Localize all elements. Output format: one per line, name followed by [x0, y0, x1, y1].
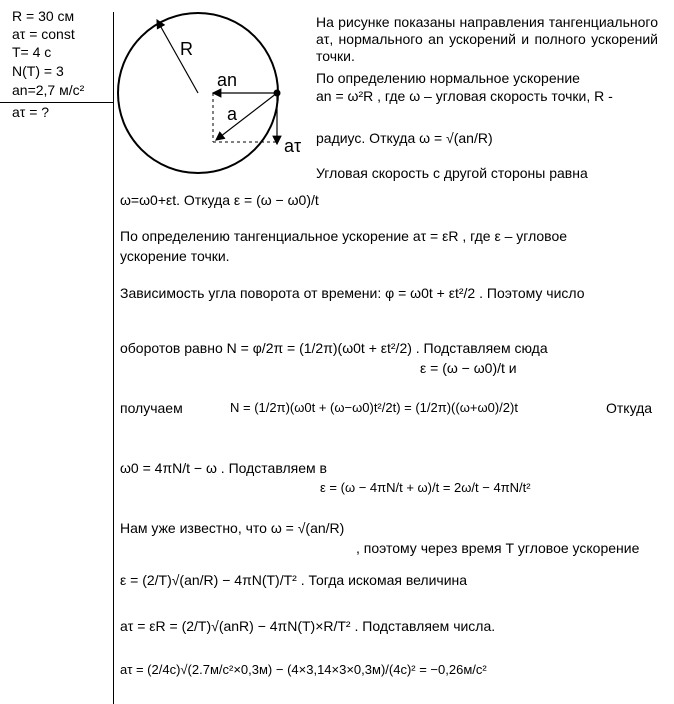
- paragraph-14: [120, 618, 495, 634]
- p9-text-b: . Подставляем сюда: [415, 340, 548, 356]
- p10-formula: N = (1/2π)(ω0t + (ω−ω0)t²/2t) = (1/2π)((ω+ω0)/2)t: [230, 400, 518, 415]
- paragraph-4: Угловая скорость с другой стороны равна: [316, 165, 588, 181]
- p6-formula: aτ = εR: [412, 228, 459, 244]
- p9-formula: N = φ/2π = (1/2π)(ω0t + εt²/2): [226, 340, 412, 356]
- p11-formula2: ε = (ω − 4πN/t + ω)/t = 2ω/t − 4πN/t²: [320, 480, 531, 495]
- paragraph-15: [120, 662, 487, 677]
- p9-formula2: ε = (ω − ω0)/t: [420, 360, 505, 376]
- p9-text: оборотов равно: [120, 340, 223, 356]
- p3-formula: ω = √(an/R): [419, 130, 493, 146]
- paragraph-11-formula2: [320, 480, 531, 495]
- p13-text: . Тогда искомая величина: [300, 572, 468, 588]
- given-N: N(T) = 3: [12, 63, 64, 79]
- p6-text-b: , где ε – угловое: [462, 228, 568, 244]
- normal-accel-label: an: [217, 70, 238, 90]
- given-R: R = 30 см: [12, 8, 75, 24]
- p14-formula: aτ = εR = (2/T)√(anR) − 4πN(T)×R/T²: [120, 618, 351, 634]
- paragraph-3: [316, 130, 493, 146]
- paragraph-5: [120, 192, 319, 208]
- paragraph-13: [120, 572, 467, 588]
- p5-text: ω=ω0+εt. Откуда: [120, 192, 230, 208]
- p12-text: Нам уже известно, что: [120, 520, 267, 536]
- circle-diagram: [114, 0, 314, 185]
- paragraph-10-formula: [230, 400, 518, 415]
- given-find: aτ = ?: [12, 104, 50, 120]
- p5-formula: ε = (ω − ω0)/t: [233, 192, 319, 208]
- paragraph-12: [120, 520, 344, 536]
- p11-formula: ω0 = 4πN/t − ω: [120, 460, 217, 476]
- p9-text-c: и: [508, 360, 517, 376]
- paragraph-2b: [316, 88, 613, 104]
- radius-label: R: [180, 39, 193, 59]
- given-an: an=2,7 м/с²: [12, 82, 85, 98]
- paragraph-2: [316, 70, 580, 86]
- paragraph-10: [120, 400, 183, 416]
- paragraph-9c: [420, 360, 517, 376]
- p6-text: По определению тангенциальное ускорение: [120, 228, 409, 244]
- paragraph-1: На рисунке показаны направления тангенциального aτ, нормального an ускорений и полного ускорений точки.: [316, 14, 658, 64]
- given-divider-horizontal: [0, 102, 113, 103]
- p8-formula: φ = ω0t + εt²/2: [385, 285, 476, 301]
- total-accel-label: a: [227, 104, 238, 124]
- p13-formula: ε = (2/T)√(an/R) − 4πN(T)/T²: [120, 572, 297, 588]
- paragraph-11: [120, 460, 327, 476]
- given-at-const: aτ = const: [12, 26, 75, 42]
- tangential-accel-label: aτ: [284, 136, 302, 156]
- p2-text: По определению нормальное ускорение: [316, 70, 580, 86]
- p12-formula: ω = √(an/R): [270, 520, 345, 536]
- given-T: T= 4 с: [12, 44, 52, 60]
- paragraph-9: [120, 340, 548, 356]
- p11-text: . Подставляем в: [220, 460, 327, 476]
- point: [274, 90, 281, 97]
- p2-text-b: , где ω – угловая скорость точки, R -: [377, 88, 613, 104]
- p2-formula: an = ω²R: [316, 88, 374, 104]
- p8-text-b: . Поэтому число: [479, 285, 585, 301]
- p10-text: получаем: [120, 400, 183, 416]
- paragraph-6: [120, 228, 567, 244]
- paragraph-12b: , поэтому через время Т угловое ускорение: [356, 540, 640, 556]
- p8-text: Зависимость угла поворота от времени:: [120, 285, 382, 301]
- paragraph-10b: Откуда: [606, 400, 653, 416]
- p15-formula: aτ = (2/4c)√(2.7м/с²×0,3м) − (4×3,14×3×0,3м)/(4c)² = −0,26м/с²: [120, 662, 487, 677]
- paragraph-8: [120, 285, 585, 301]
- p3-text: радиус. Откуда: [316, 130, 416, 146]
- p14-text: . Подставляем числа.: [354, 618, 496, 634]
- paragraph-7: ускорение точки.: [120, 248, 230, 264]
